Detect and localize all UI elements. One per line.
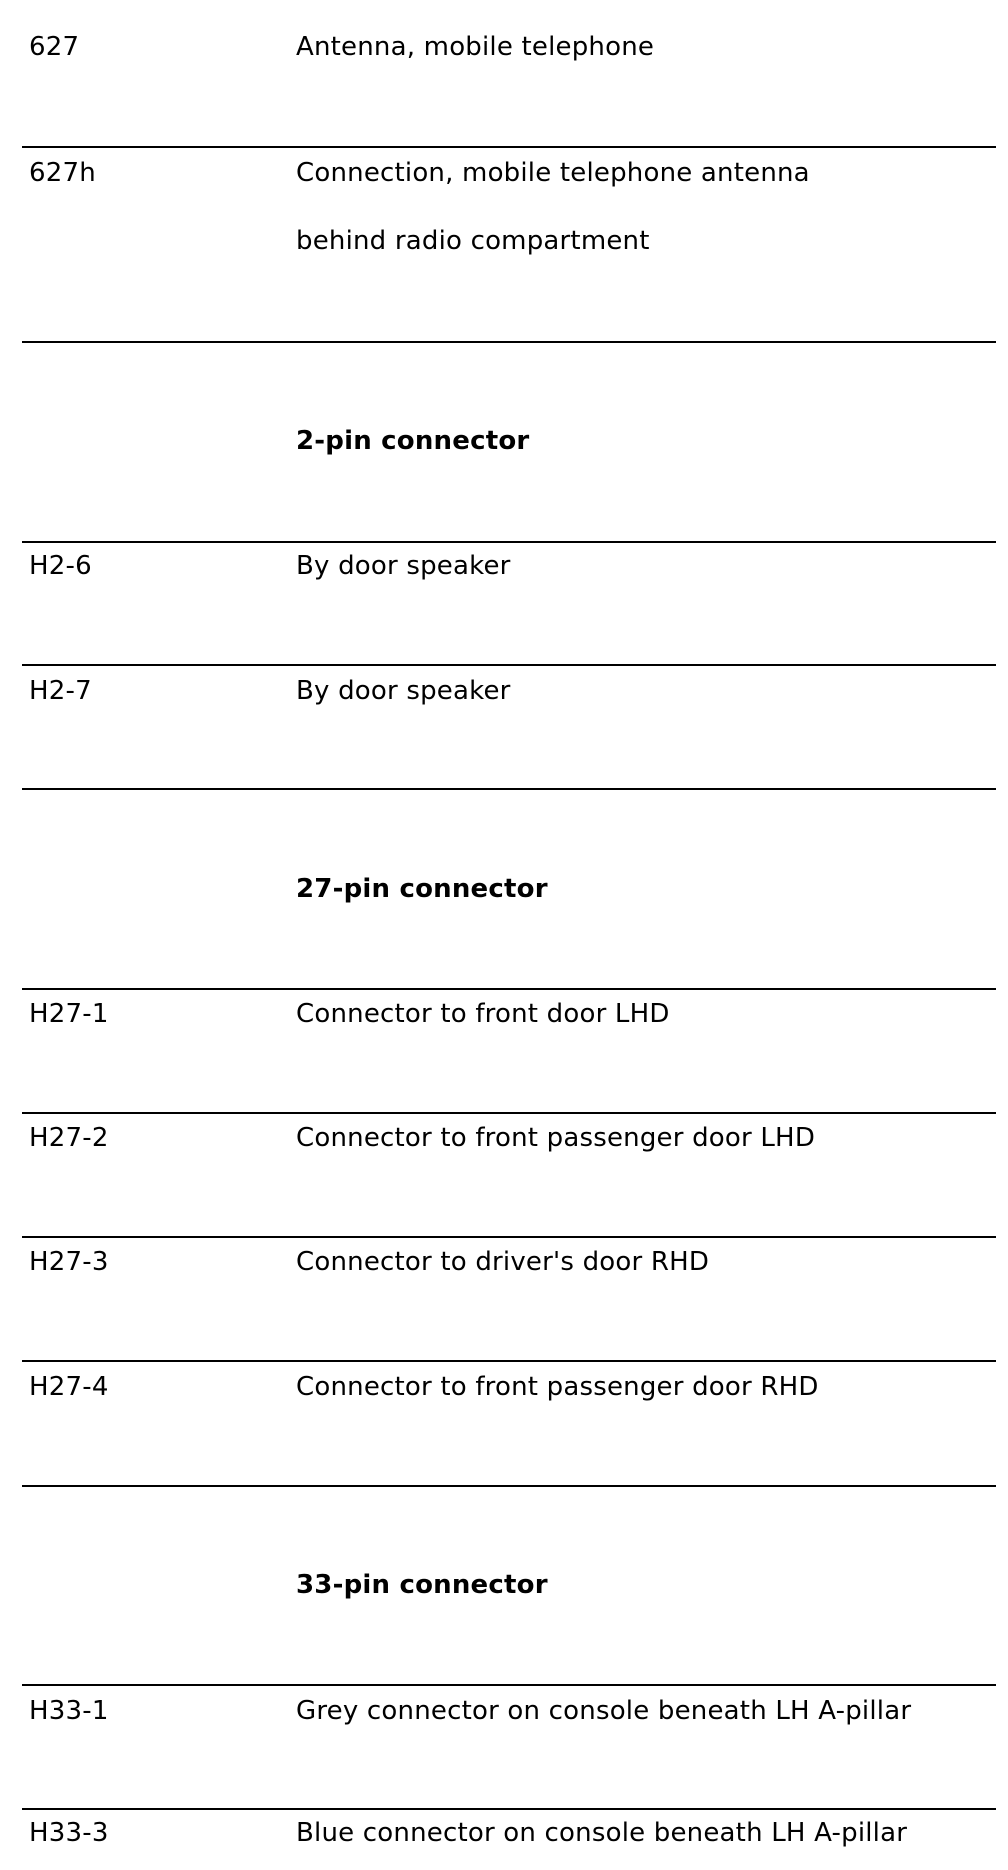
row-divider bbox=[22, 541, 996, 543]
row-code-h2-6: H2-6 bbox=[29, 551, 92, 581]
row-code-h33-1: H33-1 bbox=[29, 1696, 109, 1726]
row-code-627h: 627h bbox=[29, 158, 96, 188]
row-divider bbox=[22, 788, 996, 790]
section-heading-33-pin: 33-pin connector bbox=[296, 1570, 548, 1600]
row-divider bbox=[22, 1808, 996, 1810]
row-code-h27-3: H27-3 bbox=[29, 1247, 109, 1277]
section-heading-2-pin: 2-pin connector bbox=[296, 426, 530, 456]
row-code-h2-7: H2-7 bbox=[29, 676, 92, 706]
row-desc-627h-line2: behind radio compartment bbox=[296, 226, 650, 256]
row-code-627: 627 bbox=[29, 32, 80, 62]
row-desc-h33-1: Grey connector on console beneath LH A-pillar bbox=[296, 1696, 912, 1726]
row-desc-h27-1: Connector to front door LHD bbox=[296, 999, 670, 1029]
row-divider bbox=[22, 1236, 996, 1238]
row-desc-h2-6: By door speaker bbox=[296, 551, 511, 581]
row-divider bbox=[22, 1112, 996, 1114]
row-code-h33-3: H33-3 bbox=[29, 1818, 109, 1848]
row-desc-h33-3: Blue connector on console beneath LH A-pillar bbox=[296, 1818, 908, 1848]
row-divider bbox=[22, 341, 996, 343]
row-desc-627: Antenna, mobile telephone bbox=[296, 32, 655, 62]
row-divider bbox=[22, 664, 996, 666]
row-code-h27-4: H27-4 bbox=[29, 1372, 109, 1402]
row-divider bbox=[22, 146, 996, 148]
row-divider bbox=[22, 1485, 996, 1487]
row-desc-h27-3: Connector to driver's door RHD bbox=[296, 1247, 710, 1277]
row-desc-h27-2: Connector to front passenger door LHD bbox=[296, 1123, 816, 1153]
row-code-h27-1: H27-1 bbox=[29, 999, 109, 1029]
row-divider bbox=[22, 1684, 996, 1686]
row-divider bbox=[22, 1360, 996, 1362]
row-desc-h27-4: Connector to front passenger door RHD bbox=[296, 1372, 819, 1402]
row-divider bbox=[22, 988, 996, 990]
section-heading-27-pin: 27-pin connector bbox=[296, 874, 548, 904]
row-desc-h2-7: By door speaker bbox=[296, 676, 511, 706]
row-code-h27-2: H27-2 bbox=[29, 1123, 109, 1153]
row-desc-627h: Connection, mobile telephone antenna bbox=[296, 158, 810, 188]
